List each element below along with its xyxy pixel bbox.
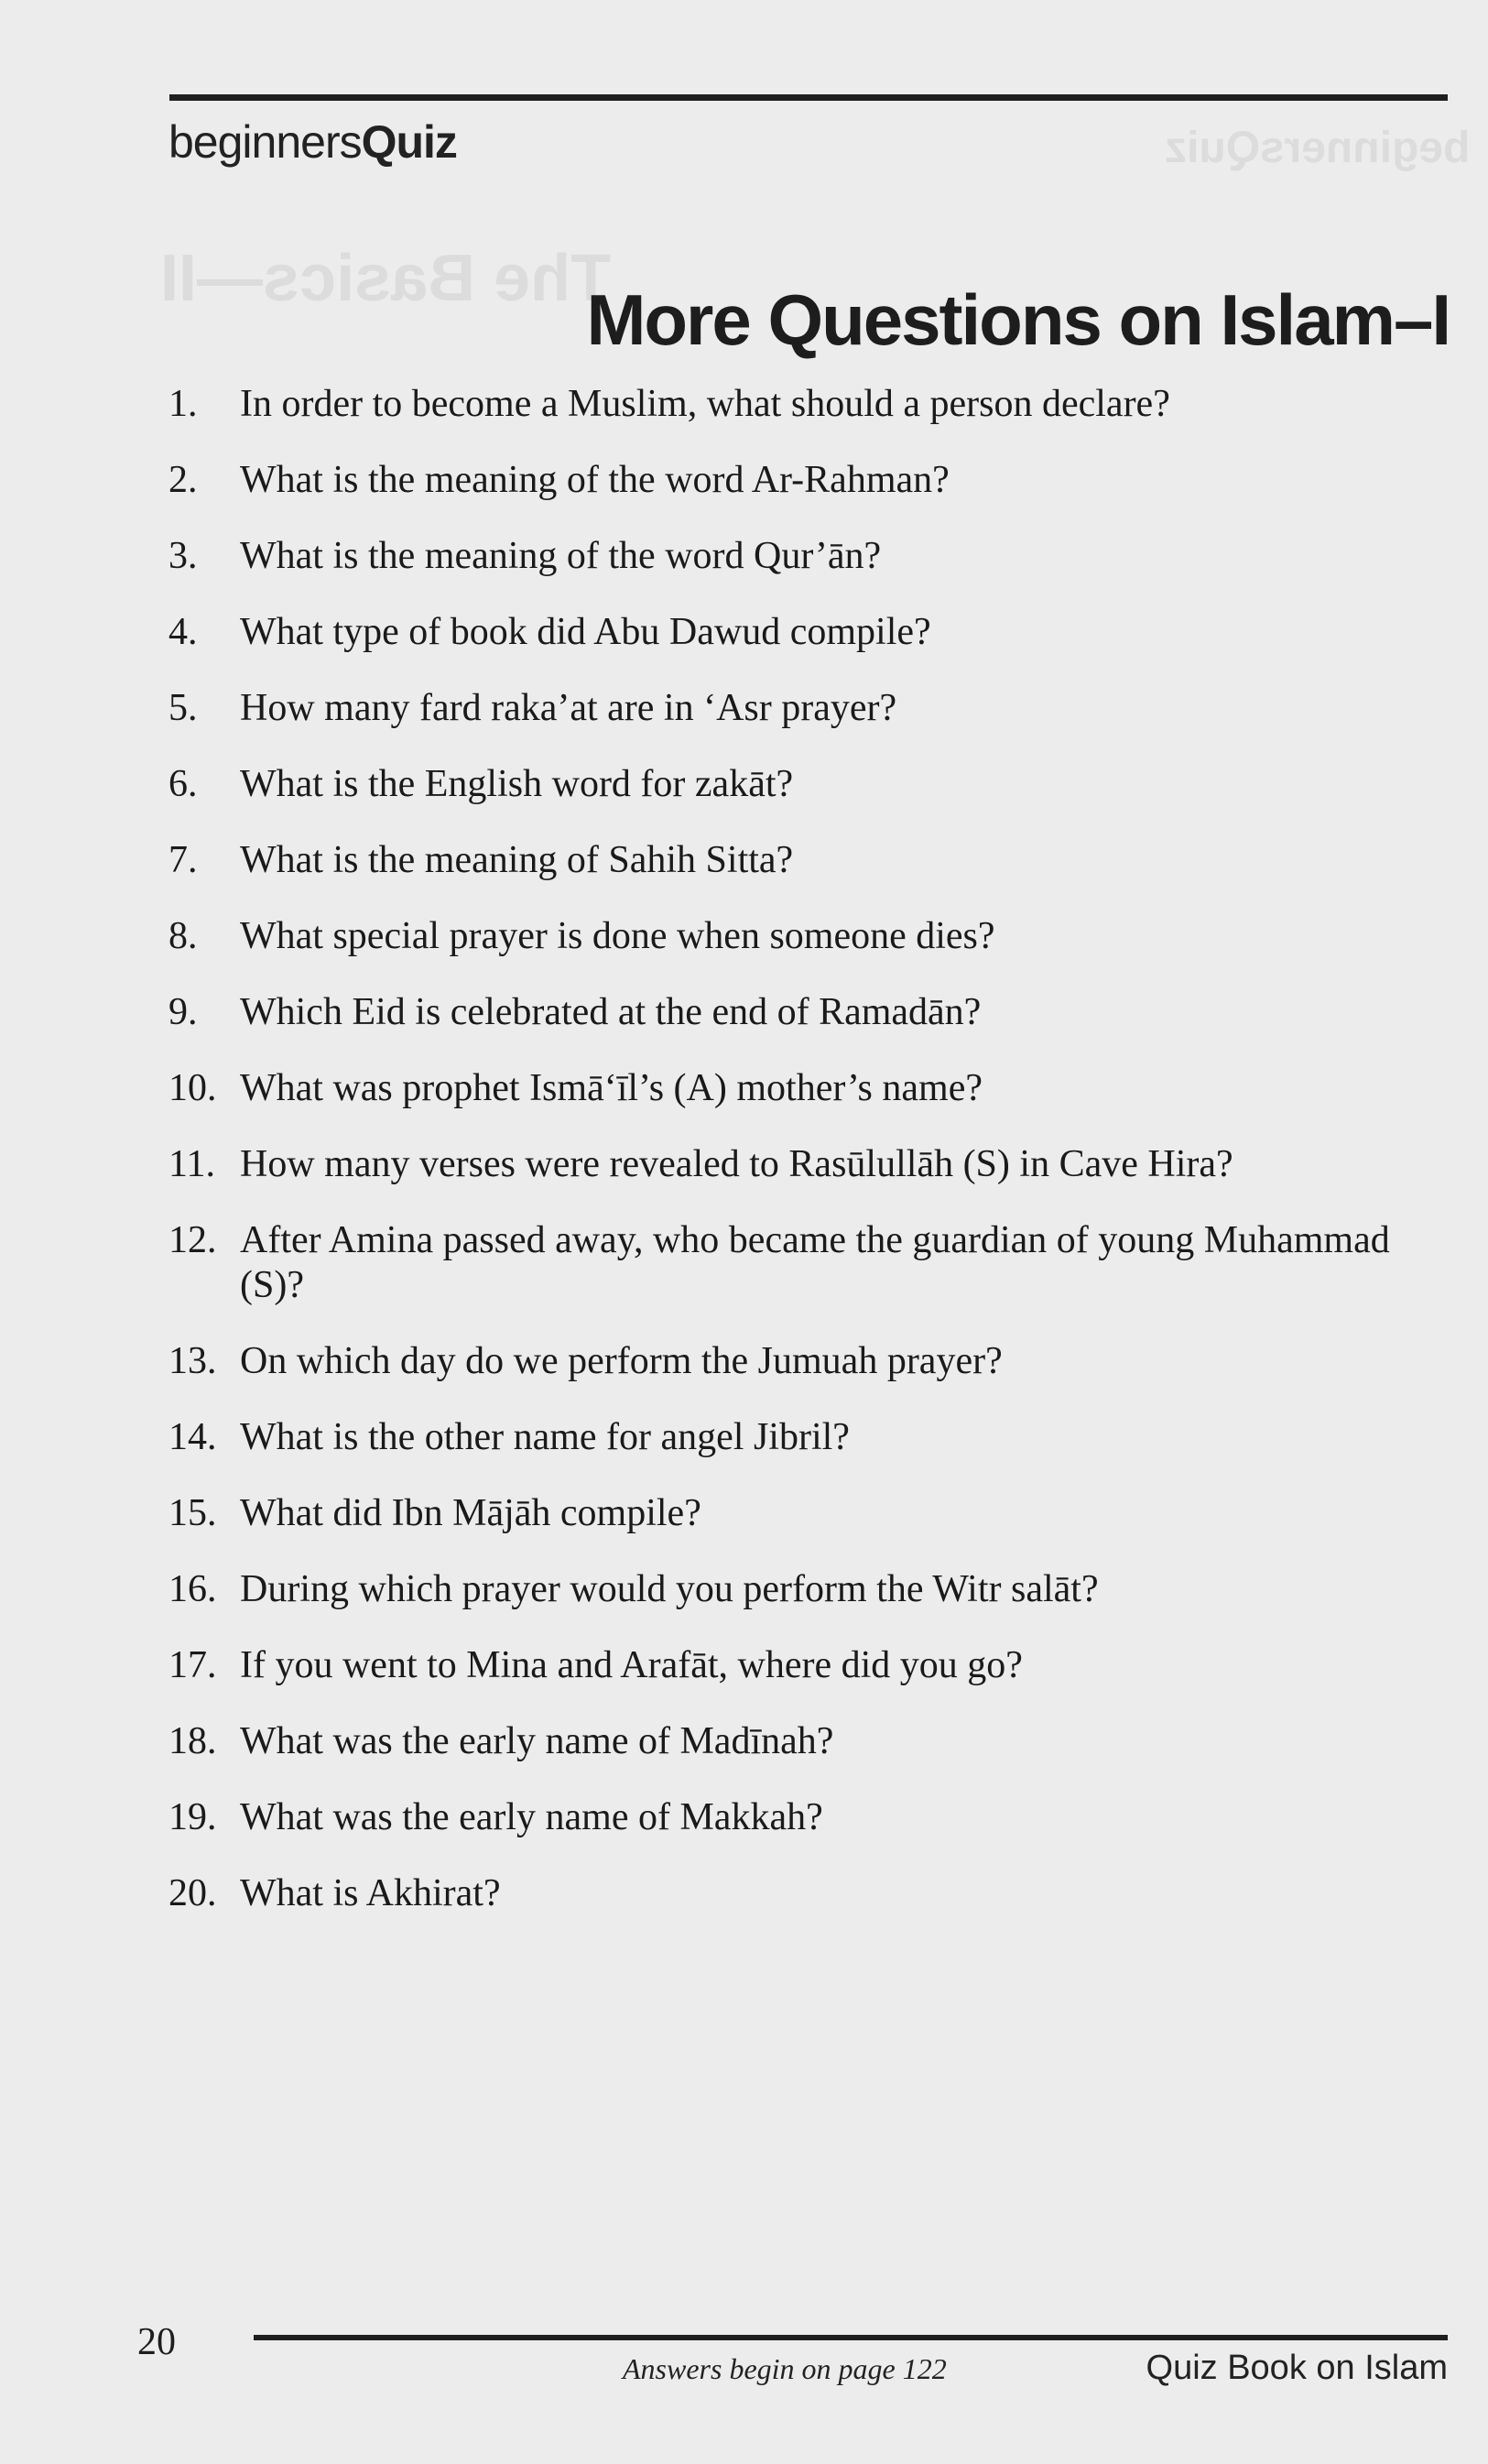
question-item bbox=[168, 1719, 1450, 1795]
show-through-title: The Basics—II bbox=[160, 242, 612, 315]
bottom-rule bbox=[254, 2335, 1448, 2340]
question-number: 3. bbox=[168, 535, 198, 577]
question-text: What type of book did Abu Dawud compile? bbox=[240, 611, 931, 653]
top-rule bbox=[169, 94, 1448, 101]
question-item bbox=[168, 914, 1450, 990]
question-number: 16. bbox=[168, 1568, 217, 1610]
question-item bbox=[168, 458, 1450, 534]
question-number: 15. bbox=[168, 1492, 217, 1534]
question-text: What did Ibn Mājāh compile? bbox=[240, 1492, 701, 1534]
question-item bbox=[168, 1871, 1450, 1947]
question-number: 1. bbox=[168, 383, 198, 425]
question-item bbox=[168, 382, 1450, 458]
brand-light-text: beginners bbox=[168, 116, 362, 168]
show-through-header: beginnersQuiz bbox=[1164, 124, 1470, 172]
page-title: More Questions on Islam–I bbox=[586, 279, 1450, 361]
question-text: On which day do we perform the Jumuah prayer? bbox=[240, 1340, 1003, 1382]
question-item bbox=[168, 838, 1450, 914]
question-text: What is the English word for zakāt? bbox=[240, 763, 794, 805]
question-number: 13. bbox=[168, 1340, 217, 1382]
question-text: During which prayer would you perform the Witr salāt? bbox=[240, 1568, 1099, 1610]
question-number: 6. bbox=[168, 763, 198, 805]
question-item bbox=[168, 1066, 1450, 1142]
question-number: 2. bbox=[168, 459, 198, 501]
question-text: What was the early name of Madīnah? bbox=[240, 1720, 834, 1762]
question-text: What is Akhirat? bbox=[240, 1872, 501, 1914]
question-number: 20. bbox=[168, 1872, 217, 1914]
question-number: 8. bbox=[168, 915, 198, 957]
question-text: How many verses were revealed to Rasūlullāh (S) in Cave Hira? bbox=[240, 1143, 1233, 1185]
question-item bbox=[168, 1491, 1450, 1567]
question-item bbox=[168, 1415, 1450, 1491]
question-number: 4. bbox=[168, 611, 198, 653]
question-item bbox=[168, 686, 1450, 762]
book-title: Quiz Book on Islam bbox=[1146, 2349, 1448, 2387]
question-text: In order to become a Muslim, what should a person declare? bbox=[240, 383, 1170, 425]
question-text: What special prayer is done when someone dies? bbox=[240, 915, 995, 957]
question-item bbox=[168, 1339, 1450, 1415]
question-number: 18. bbox=[168, 1720, 217, 1762]
question-item bbox=[168, 762, 1450, 838]
question-text: Which Eid is celebrated at the end of Ramadān? bbox=[240, 991, 982, 1033]
question-text: If you went to Mina and Arafāt, where did you go? bbox=[240, 1644, 1023, 1686]
question-text: How many fard raka’at are in ‘Asr prayer? bbox=[240, 687, 897, 729]
question-text: What is the meaning of Sahih Sitta? bbox=[240, 839, 794, 881]
question-item bbox=[168, 610, 1450, 686]
question-number: 11. bbox=[168, 1143, 215, 1185]
question-text: What was the early name of Makkah? bbox=[240, 1796, 823, 1838]
question-text: After Amina passed away, who became the guardian of young Muhammad (S)? bbox=[240, 1219, 1390, 1306]
question-text: What is the other name for angel Jibril? bbox=[240, 1416, 850, 1458]
question-number: 9. bbox=[168, 991, 198, 1033]
question-item bbox=[168, 990, 1450, 1066]
series-brand bbox=[168, 116, 457, 168]
question-number: 14. bbox=[168, 1416, 217, 1458]
question-number: 17. bbox=[168, 1644, 217, 1686]
question-text: What was prophet Ismā‘īl’s (A) mother’s name? bbox=[240, 1067, 983, 1109]
question-number: 10. bbox=[168, 1067, 217, 1109]
answers-reference: Answers begin on page 122 bbox=[623, 2352, 947, 2385]
question-item bbox=[168, 534, 1450, 610]
question-text: What is the meaning of the word Qur’ān? bbox=[240, 535, 882, 577]
question-item bbox=[168, 1218, 1450, 1339]
question-item bbox=[168, 1567, 1450, 1643]
question-text: What is the meaning of the word Ar-Rahman? bbox=[240, 459, 950, 501]
brand-bold-text: Quiz bbox=[361, 116, 457, 168]
question-number: 7. bbox=[168, 839, 198, 881]
page-number: 20 bbox=[137, 2321, 176, 2363]
question-number: 5. bbox=[168, 687, 198, 729]
question-item bbox=[168, 1795, 1450, 1871]
question-item bbox=[168, 1142, 1450, 1218]
question-number: 19. bbox=[168, 1796, 217, 1838]
question-item bbox=[168, 1643, 1450, 1719]
question-list bbox=[168, 382, 1450, 1947]
question-number: 12. bbox=[168, 1219, 217, 1261]
